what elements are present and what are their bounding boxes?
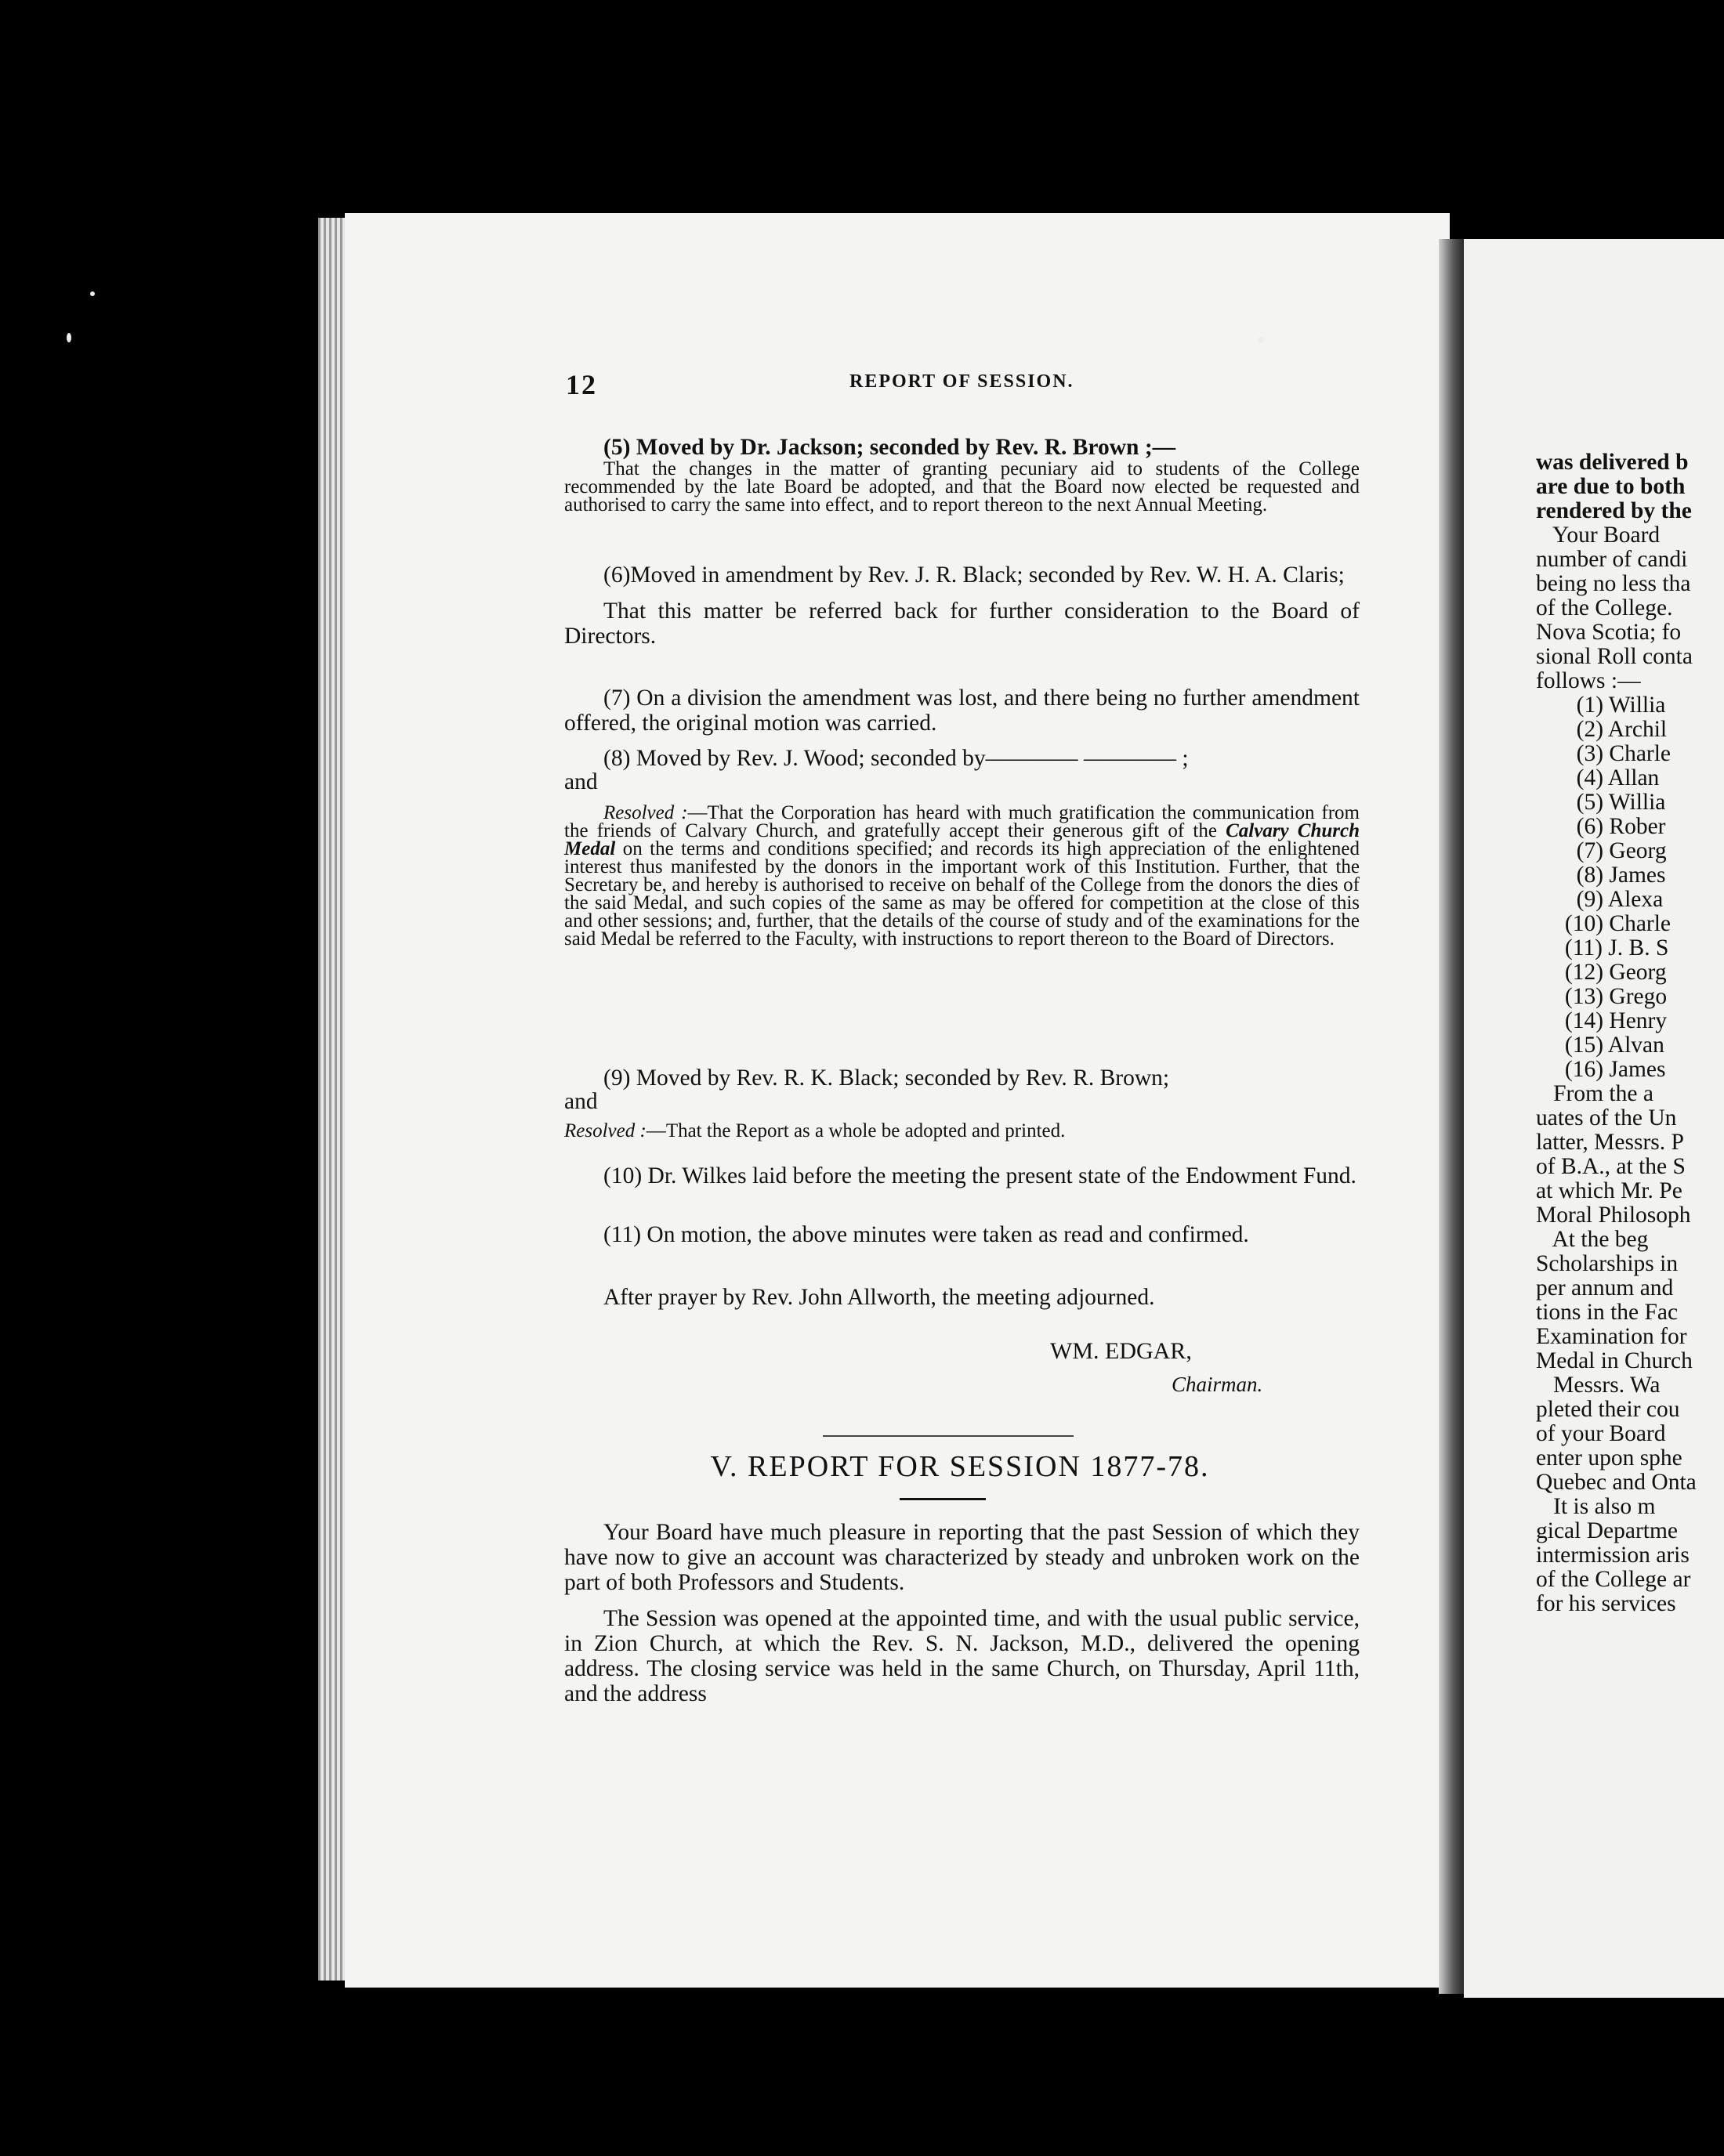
right-page-line: follows :— (1536, 668, 1641, 693)
motion-5 (564, 435, 1360, 514)
motion-5-body: That the changes in the matter of granting pecuniary aid to students of the College recommended by the late Board be adopted, and that the Board now elected be requested and authorised to carry the same into effect, and to report thereon to the next Annual Meeting. (564, 458, 1360, 515)
right-page-line: of your Board (1536, 1421, 1666, 1446)
right-page-line: (5) Willia (1536, 790, 1666, 815)
motion-6-head: (6)Moved in amendment by Rev. J. R. Black; seconded by Rev. W. H. A. Claris; (603, 563, 1345, 588)
right-page-line: of the College. (1536, 595, 1673, 620)
right-page-text (1536, 450, 1697, 1616)
right-page-line: (16) James (1536, 1057, 1666, 1082)
right-page-line: Nova Scotia; fo (1536, 620, 1682, 645)
right-page-line: pleted their cou (1536, 1397, 1680, 1422)
right-page-line: (10) Charle (1536, 911, 1671, 936)
motion-9-resolution (564, 1122, 1360, 1140)
title-underline (900, 1498, 986, 1500)
motion-9-head: (9) Moved by Rev. R. K. Black; seconded by Rev. R. Brown; (603, 1065, 1170, 1091)
right-page-line: rendered by the (1536, 498, 1692, 523)
right-page-line: are due to both (1536, 474, 1686, 499)
right-page-line: intermission aris (1536, 1543, 1690, 1568)
right-page-line: Scholarships in (1536, 1251, 1679, 1276)
book-gutter (1439, 239, 1464, 1994)
motion-7 (564, 686, 1360, 736)
right-page-line: enter upon sphe (1536, 1445, 1682, 1470)
motion-9 (564, 1065, 1360, 1140)
right-page-line: being no less tha (1536, 571, 1691, 596)
right-page-line: At the beg (1536, 1227, 1649, 1252)
section-divider (823, 1435, 1074, 1437)
right-page-line: Messrs. Wa (1536, 1373, 1661, 1398)
dust-speck (90, 291, 95, 296)
right-page-line: of the College ar (1536, 1567, 1691, 1592)
resolution-text-2: on the terms and conditions specified; and records its high appreciation of the enlightened interest thus manifested by the donors in the important work of this Institution. Further, that the Secretary be, and hereby is authorised to receive on behalf of the College from the donors the dies of the said Medal, and such copies of the same as may be offered for competition at the close of this and other sessions; and, further, that the details of the course of study and of the examinations for the said Medal be referred to the Faculty, with instructions to report thereon to the Board of Directors. (564, 838, 1360, 950)
right-page-line: (6) Rober (1536, 814, 1666, 839)
right-page-line: of B.A., at the S (1536, 1154, 1686, 1179)
right-page-line: sional Roll conta (1536, 644, 1693, 669)
dust-speck (67, 333, 71, 342)
right-page-line: (12) Georg (1536, 960, 1667, 985)
right-page-line: Your Board (1536, 523, 1661, 548)
resolution-9-text: —That the Report as a whole be adopted and printed. (646, 1120, 1066, 1141)
right-page-line: number of candi (1536, 547, 1688, 572)
closing-line-text: After prayer by Rev. John Allworth, the meeting adjourned. (603, 1285, 1155, 1310)
motion-10 (564, 1163, 1360, 1188)
motion-8-and: and (564, 769, 598, 794)
right-page-line: (3) Charle (1536, 741, 1671, 766)
section-title: V. REPORT FOR SESSION 1877-78. (710, 1450, 1210, 1483)
right-page-line: gical Departme (1536, 1518, 1679, 1543)
resolution-text-1: —That the Corporation has heard with much gratification the communication from the friends of Calvary Church, and gratefully accept their generous gift of the (564, 802, 1360, 841)
section-paragraph-2: The Session was opened at the appointed time, and with the usual public service, in Zion Church, at which the Rev. S. N. Jackson, M.D., delivered the opening address. The closing service was held in the same Church, on Thursday, April 11th, and the address (564, 1606, 1360, 1706)
right-page-line: Quebec and Onta (1536, 1470, 1697, 1495)
right-page-line: (4) Allan (1536, 765, 1660, 790)
motion-10-text: (10) Dr. Wilkes laid before the meeting the present state of the Endowment Fund. (603, 1163, 1356, 1188)
motion-8-resolution (564, 804, 1360, 948)
signature-title: Chairman. (1172, 1373, 1263, 1396)
motion-11-text: (11) On motion, the above minutes were taken as read and confirmed. (603, 1222, 1249, 1247)
right-page-line: (15) Alvan (1536, 1033, 1664, 1058)
medal-name: Calvary Church Medal (564, 820, 1360, 859)
closing-line (564, 1285, 1360, 1310)
right-page-line: for his services (1536, 1591, 1676, 1616)
section-body (564, 1520, 1360, 1706)
section-paragraph-1: Your Board have much pleasure in reporting that the past Session of which they have now to give an account was characterized by steady and unbroken work on the part of both Professors and Students. (564, 1520, 1360, 1595)
resolved-label: Resolved : (603, 802, 688, 823)
right-page-line: Moral Philosoph (1536, 1203, 1691, 1228)
right-page-line: (8) James (1536, 863, 1666, 888)
motion-8-head: (8) Moved by Rev. J. Wood; seconded by———— ———— ; (603, 746, 1189, 771)
right-page-line: was delivered b (1536, 450, 1689, 475)
page-number: 12 (566, 369, 597, 400)
right-page-line: (1) Willia (1536, 693, 1666, 718)
dust-speck (1258, 337, 1264, 343)
running-head: REPORT OF SESSION. (849, 371, 1074, 392)
motion-11 (564, 1222, 1360, 1247)
right-page-line: at which Mr. Pe (1536, 1178, 1682, 1203)
resolved-label-9: Resolved : (564, 1120, 646, 1141)
right-page-line: Medal in Church (1536, 1348, 1693, 1373)
right-page-line: (9) Alexa (1536, 887, 1664, 912)
right-page-line: uates of the Un (1536, 1105, 1677, 1130)
right-page-line: (13) Grego (1536, 984, 1668, 1009)
right-page-line: From the a (1536, 1081, 1653, 1106)
motion-7-text: (7) On a division the amendment was lost, and there being no further amendment offered, the original motion was carried. (564, 686, 1360, 736)
right-page-line: (14) Henry (1536, 1008, 1668, 1033)
motion-6-body: That this matter be referred back for further consideration to the Board of Directors. (564, 599, 1360, 649)
right-page-line: tions in the Fac (1536, 1300, 1679, 1325)
right-page-line: latter, Messrs. P (1536, 1130, 1684, 1155)
signature-name: WM. EDGAR, (1050, 1338, 1192, 1364)
right-page (1464, 239, 1724, 1998)
motion-5-head: (5) Moved by Dr. Jackson; seconded by Rev. R. Brown ;— (603, 435, 1176, 460)
right-page-line: Examination for (1536, 1324, 1687, 1349)
right-page-line: It is also m (1536, 1494, 1656, 1519)
motion-6 (564, 563, 1360, 649)
right-page-line: (2) Archil (1536, 717, 1668, 742)
motion-9-and: and (564, 1089, 598, 1114)
right-page-line: per annum and (1536, 1275, 1674, 1300)
right-page-line: (11) J. B. S (1536, 935, 1669, 960)
motion-8 (564, 746, 1360, 948)
right-page-line: (7) Georg (1536, 838, 1667, 863)
